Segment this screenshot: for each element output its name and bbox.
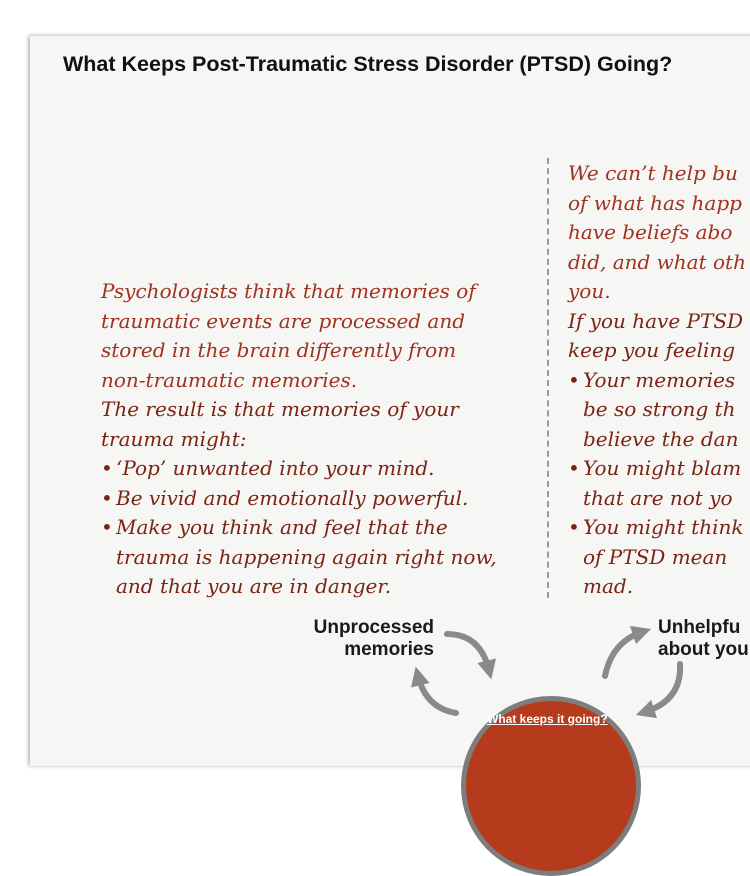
what-keeps-it-going-link[interactable]: What keeps it going? bbox=[487, 712, 608, 726]
intro-line: stored in the brain differently from bbox=[101, 338, 457, 362]
lead-line: keep you feeling bbox=[568, 338, 736, 362]
arrow-bottom-left bbox=[418, 676, 456, 713]
label-line: about you bbox=[658, 639, 749, 660]
intro-line: have beliefs abo bbox=[568, 220, 733, 244]
intro-line: traumatic events are processed and bbox=[101, 308, 466, 333]
page-title: What Keeps Post-Traumatic Stress Disorder (PTSD) Going? bbox=[63, 52, 673, 76]
intro-line: Psychologists think that memories of bbox=[101, 279, 476, 303]
intro-line: of what has happ bbox=[568, 190, 742, 215]
intro-line: We can’t help bu bbox=[568, 161, 738, 185]
bullet-line: • You might blam bbox=[583, 456, 742, 480]
result-line: trauma might: bbox=[101, 426, 247, 451]
label-line: memories bbox=[344, 639, 434, 660]
arrow-top-right bbox=[605, 632, 642, 676]
bullet-line: • Make you think and feel that the bbox=[116, 515, 448, 539]
bullet-line: of PTSD mean bbox=[583, 544, 728, 569]
bullet-line: believe the dan bbox=[583, 426, 739, 451]
bullet-line: • Your memories bbox=[583, 367, 736, 392]
label-line: Unprocessed bbox=[313, 617, 434, 638]
bullet-line: and that you are in danger. bbox=[116, 574, 392, 598]
intro-line: did, and what oth bbox=[568, 249, 746, 274]
bullet-line: ‘Pop’ unwanted into your mind. bbox=[116, 456, 435, 480]
bullet-line: Be vivid and emotionally powerful. bbox=[116, 485, 469, 510]
arrow-top-left bbox=[447, 634, 489, 670]
bullet-line: that are not yo bbox=[583, 485, 733, 510]
result-line: The result is that memories of your bbox=[101, 397, 459, 421]
bullet-line: be so strong th bbox=[583, 397, 736, 421]
label-line: Unhelpfu bbox=[658, 617, 741, 638]
intro-line: non-traumatic memories. bbox=[101, 367, 358, 392]
lead-line: If you have PTSD bbox=[568, 308, 744, 333]
intro-line: you. bbox=[568, 279, 611, 303]
bullet-line: • You might think bbox=[583, 515, 744, 539]
arrow-bottom-right bbox=[645, 664, 680, 712]
bullet-line: trauma is happening again right now, bbox=[116, 544, 497, 569]
bullet-line: mad. bbox=[583, 574, 634, 598]
